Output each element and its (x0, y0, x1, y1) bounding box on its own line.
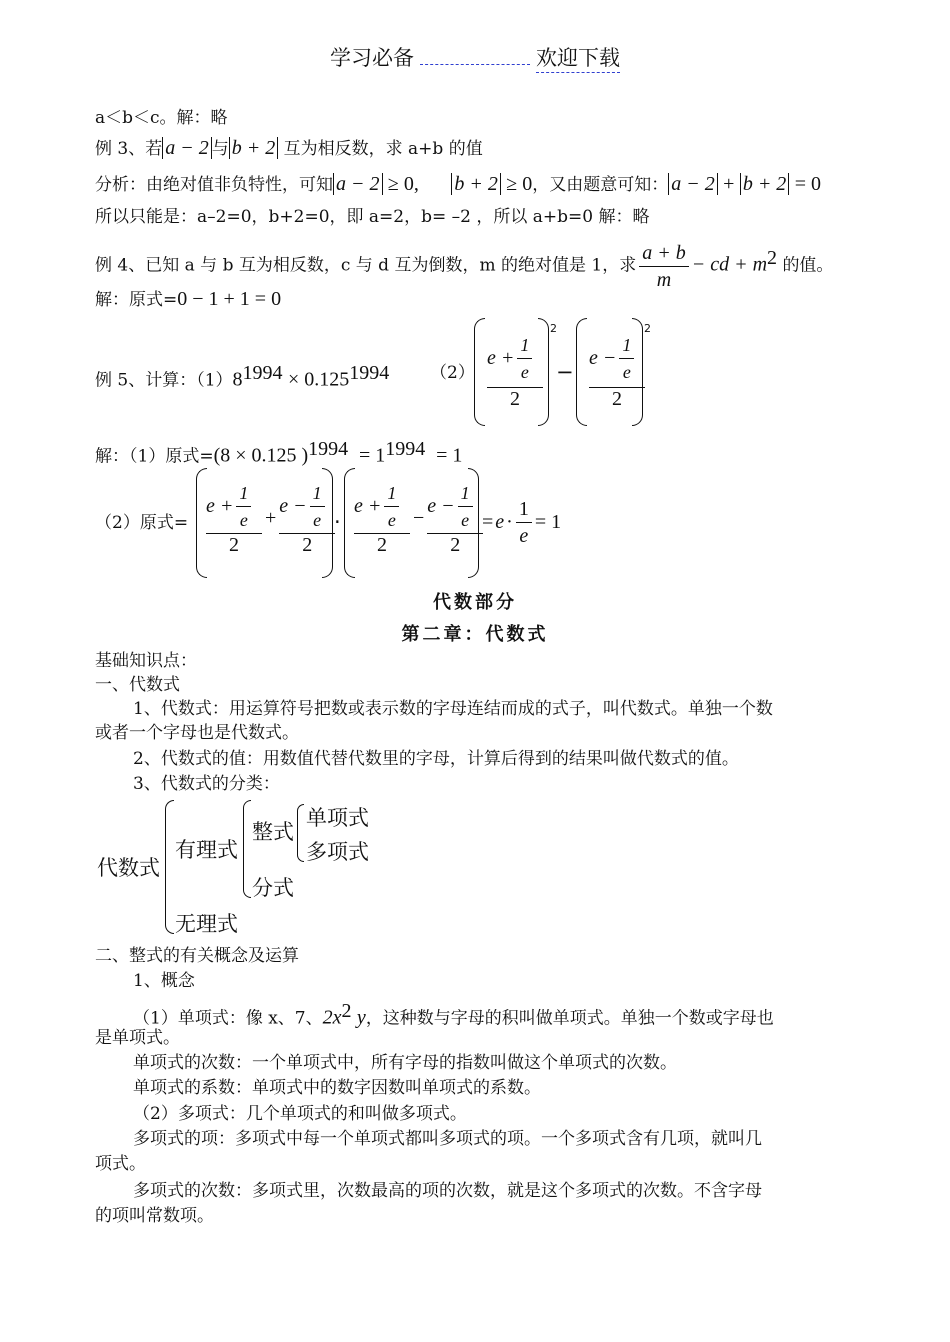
line-so: 所以只能是：a–2=0，b+2=0，即 a=2，b= –2 ，所以 a+b=0 解：略 (95, 207, 650, 227)
analysis-abs-a: a − 2 (333, 173, 383, 195)
analysis-abs-a2: a − 2 (668, 173, 718, 195)
analysis-eq: = 0 (794, 173, 821, 195)
heading-1: 一、代数式 (95, 675, 180, 695)
sol5b-frac-d-top: e − (427, 495, 455, 517)
ex4-fraction (639, 240, 689, 293)
sol5b-frac-c-top: e + (354, 495, 382, 517)
ex5-frac1-inner-num: 1 (517, 332, 532, 359)
sol5b-group1 (206, 480, 335, 557)
monomial-def-pre: （1）单项式：像 x、7、 (133, 1008, 323, 1029)
ex5-frac2-den: 2 (589, 387, 645, 411)
polynomial-degree-a: 多项式的次数：多项式里，次数最高的项的次数，就是这个多项式的次数。不含字母 (133, 1181, 762, 1201)
monomial-example-exp: 2 (341, 1000, 352, 1022)
sol5b-frac-c-den: 2 (354, 533, 410, 557)
monomial-example-y: y (356, 1006, 366, 1029)
ex5-frac1-den: 2 (487, 387, 543, 411)
sol5b-paren-right-1 (322, 468, 333, 578)
tree-rational: 有理式 (175, 838, 238, 862)
sol5b-frac-a-inner-num: 1 (236, 480, 251, 507)
sol5b-e: e (495, 511, 505, 533)
ex5-frac1-top: e + (487, 347, 515, 369)
monomial-example: 2x (322, 1006, 342, 1029)
ex4-exp: 2 (767, 247, 778, 269)
sol5b-frac-c (354, 480, 410, 557)
line-l1: a＜b＜c。解：略 (95, 108, 228, 128)
ex3-post: 互为相反数，求 a+b 的值 (283, 139, 483, 159)
sol5b-group2 (354, 480, 483, 557)
ex5-prefix: 例 5、计算：（1） (95, 370, 233, 391)
tree-brace-rational (243, 800, 251, 898)
header-dash-divider (420, 42, 530, 65)
ex4-prefix: 例 4、已知 a 与 b 互为相反数，c 与 d 互为倒数，m 的绝对值是 1，求 (95, 255, 637, 276)
tree-brace-root (165, 800, 174, 934)
sol5b-dot: · (334, 510, 341, 534)
ex5-times: × 0.125 (287, 368, 350, 391)
analysis-line (95, 173, 821, 196)
sol5a-prefix: 解：（1）原式= (95, 446, 214, 467)
sol5b-frac-a (206, 480, 262, 557)
ex5-base: 8 (232, 368, 243, 391)
polynomial-term-b: 项式。 (95, 1154, 146, 1174)
analysis-prefix: 分析：由绝对值非负特性，可知 (95, 175, 333, 195)
concept-heading: 1、概念 (133, 971, 195, 991)
tree-polynomial: 多项式 (306, 840, 369, 864)
sol5b-result-den: e (519, 525, 529, 547)
sol5b-plus: + (265, 507, 277, 529)
ex5-frac2-top: e − (589, 347, 617, 369)
ex5-exp1: 1994 (242, 362, 283, 384)
example-5 (95, 362, 389, 392)
tree-monomial: 单项式 (306, 806, 369, 830)
example-3 (95, 137, 483, 160)
ex5-part2-label: （2） (430, 363, 475, 383)
ex5-frac2-inner-num: 1 (619, 332, 634, 359)
sol5a-exp2: 1994 (385, 438, 426, 460)
page-header (0, 42, 950, 73)
ex5-square-2: 2 (644, 322, 651, 335)
sol5b-frac-a-den: 2 (206, 533, 262, 557)
ex5-paren-right-1 (538, 318, 549, 426)
sol5b-frac-d-inner-num: 1 (458, 480, 473, 507)
solution-5a (95, 438, 462, 468)
ex4-post: 的值。 (782, 255, 834, 276)
ex5-frac1-inner-den: e (520, 362, 529, 382)
analysis-abs-b: b + 2 (451, 173, 501, 195)
ex5-paren-left-2 (576, 318, 587, 426)
sol5b-frac-a-inner-den: e (239, 510, 248, 530)
analysis-mid: ，又由题意可知： (532, 175, 669, 195)
ex5-square-1: 2 (550, 322, 557, 335)
ex5-paren-right-2 (632, 318, 643, 426)
sol5b-frac-d-inner-den: e (461, 510, 470, 530)
tree-irrational: 无理式 (175, 912, 238, 936)
sol5a-eq1: = 1 (358, 444, 386, 467)
ex5-minus: − (556, 360, 574, 384)
ex4-frac-den: m (656, 268, 672, 291)
ex5-frac2-inner-den: e (622, 362, 631, 382)
para-2: 2、代数式的值：用数值代替代数里的字母，计算后得到的结果叫做代数式的值。 (133, 749, 739, 769)
tree-fractional: 分式 (252, 876, 294, 900)
ex3-abs-a: a − 2 (162, 137, 212, 159)
sol5a-expr: (8 × 0.125 ) (213, 444, 309, 467)
sol5b-prefix: （2）原式= (95, 513, 189, 533)
sol5b-result-value: = 1 (534, 511, 562, 533)
ex3-mid: 与 (211, 139, 229, 159)
monomial-degree: 单项式的次数：一个单项式中，所有字母的指数叫做这个单项式的次数。 (133, 1053, 677, 1073)
polynomial-degree-b: 的项叫常数项。 (95, 1206, 214, 1226)
ex5-frac1 (487, 332, 543, 411)
heading-2: 二、整式的有关概念及运算 (95, 946, 299, 966)
para-1a: 1、代数式：用运算符号把数或表示数的字母连结而成的式子，叫代数式。单独一个数 (133, 699, 773, 719)
ex3-prefix: 例 3、若 (95, 139, 163, 159)
analysis-plus: + (723, 173, 735, 195)
example-4 (95, 232, 833, 293)
para-1b: 或者一个字母也是代数式。 (95, 723, 299, 743)
sol5b-frac-d-den: 2 (427, 533, 483, 557)
sol5b-frac-c-inner-num: 1 (384, 480, 399, 507)
sol5b-frac-b-den: 2 (279, 533, 335, 557)
monomial-def (133, 1000, 774, 1030)
sol4-prefix: 解：原式= (95, 290, 178, 310)
sol5b-dot2: · (506, 511, 513, 533)
analysis-ge2: ≥ 0 (506, 173, 533, 195)
para-3: 3、代数式的分类： (133, 774, 280, 794)
sol5b-result (482, 496, 561, 549)
ex5-paren-left-1 (474, 318, 485, 426)
monomial-def-b: 是单项式。 (95, 1028, 180, 1048)
basics-heading: 基础知识点： (95, 651, 197, 671)
analysis-abs-b2: b + 2 (740, 173, 790, 195)
monomial-coefficient: 单项式的系数：单项式中的数字因数叫单项式的系数。 (133, 1078, 541, 1098)
sol5b-frac-a-top: e + (206, 495, 234, 517)
header-right: 欢迎下载 (536, 42, 620, 73)
ex4-frac-num: a + b (639, 240, 689, 267)
section-title: 代数部分 (433, 592, 517, 613)
sol5b-result-num: 1 (516, 496, 532, 523)
sol4-expr: 0 − 1 + 1 = 0 (177, 288, 282, 310)
sol5a-eq2: = 1 (436, 444, 463, 467)
solution-4 (95, 288, 281, 311)
sol5b-frac-b-inner-num: 1 (310, 480, 325, 507)
tree-brace-integral (297, 804, 304, 862)
polynomial-term-a: 多项式的项：多项式中每一个单项式都叫多项式的项。一个多项式含有几项，就叫几 (133, 1129, 762, 1149)
sol5b-frac-b-top: e − (279, 495, 307, 517)
ex4-rest: − cd + m (691, 253, 768, 276)
sol5b-minus: − (413, 507, 425, 529)
analysis-ge1: ≥ 0, (387, 173, 419, 195)
sol5b-paren-right-2 (468, 468, 479, 578)
tree-root: 代数式 (97, 856, 160, 880)
ex3-abs-b: b + 2 (229, 137, 279, 159)
sol5b-eq: = (482, 511, 494, 533)
sol5a-exp1: 1994 (308, 438, 349, 460)
sol5b-frac-b-inner-den: e (313, 510, 322, 530)
ex5-exp2: 1994 (349, 362, 390, 384)
header-left: 学习必备 (330, 46, 414, 70)
tree-integral: 整式 (252, 820, 294, 844)
chapter-title: 第二章：代数式 (401, 624, 549, 645)
sol5b-frac-c-inner-den: e (387, 510, 396, 530)
polynomial-def: （2）多项式：几个单项式的和叫做多项式。 (133, 1104, 467, 1124)
monomial-def-post: ，这种数与字母的积叫做单项式。单独一个数或字母也 (365, 1008, 774, 1029)
